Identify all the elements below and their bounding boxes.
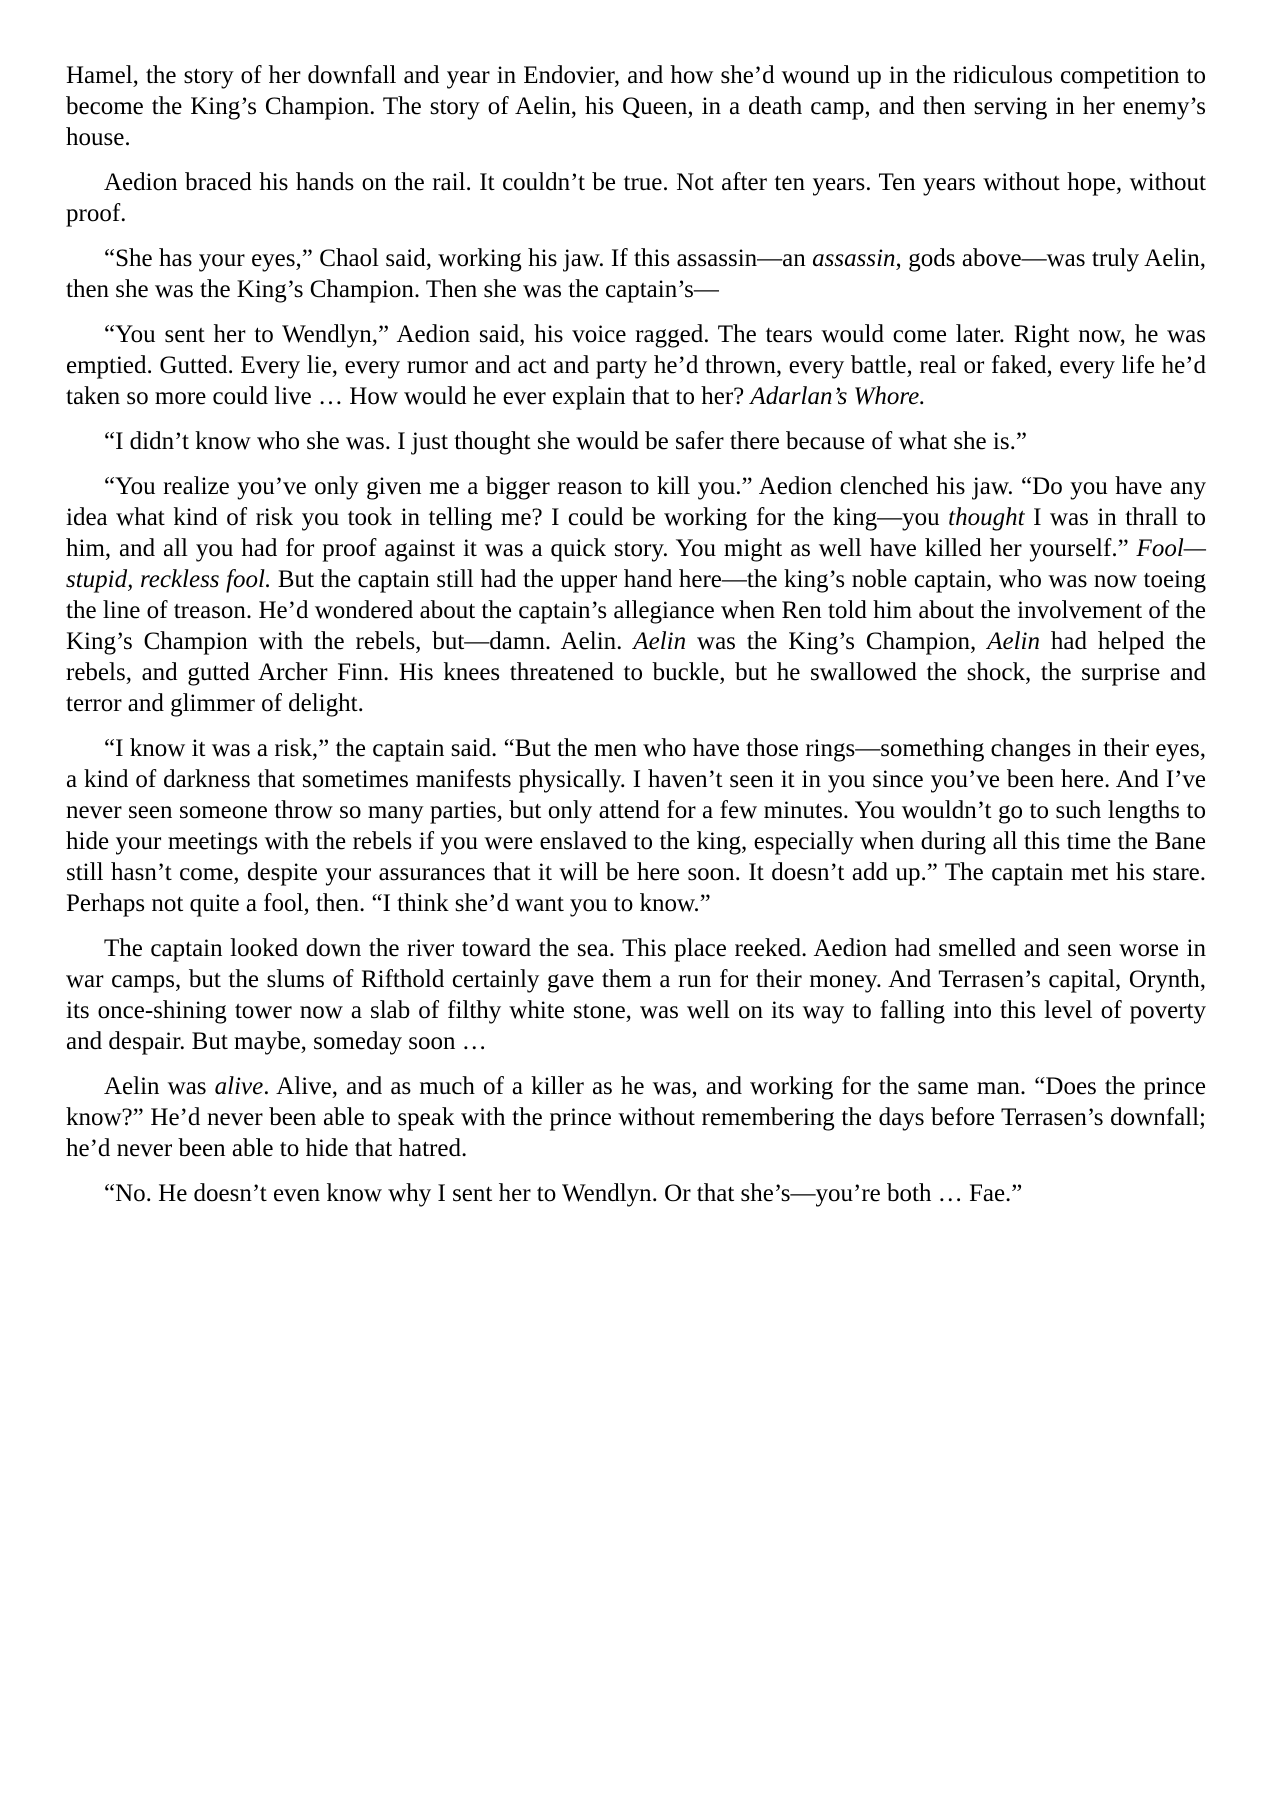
text-run: had helped the rebels, and gutted Archer Finn. His knees threatened to buckle, but he swallowed the shock, the surprise and terror and glimmer of delight. (66, 628, 1206, 717)
italic-text-run: alive (214, 1073, 264, 1100)
text-run: was the King’s Champion, (686, 628, 988, 655)
paragraph (66, 471, 1206, 719)
text-run: . Alive, and as much of a killer as he was, and working for the same man. “Does the prince know?” He’d never been able to speak with the prince without remembering the days before Terrasen’s downfall; he’d never been able to hide that hatred. (66, 1073, 1206, 1162)
italic-text-run: Adarlan’s Whore. (750, 383, 926, 410)
text-run: “I know it was a risk,” the captain said. “But the men who have those rings—something changes in their eyes, a kind of darkness that sometimes manifests physically. I haven’t seen it in you since you’ve been here. And I’ve never seen someone throw so many parties, but only attend for a few minutes. You wouldn’t go to such lengths to hide your meetings with the rebels if you were enslaved to the king, especially when during all this time the Bane still hasn’t come, despite your assurances that it will be here soon. It doesn’t add up.” The captain met his stare. Perhaps not quite a fool, then. “I think she’d want you to know.” (66, 735, 1206, 917)
paragraph (66, 243, 1206, 305)
text-run: Hamel, the story of her downfall and year in Endovier, and how she’d wound up in the ridiculous competition to become the King’s Champion. The story of Aelin, his Queen, in a death camp, and then serving in her enemy’s house. (66, 62, 1206, 151)
paragraph (66, 167, 1206, 229)
italic-text-run: Aelin (633, 628, 687, 655)
text-run: “You realize you’ve only given me a bigger reason to kill you.” Aedion clenched his jaw. “Do you have any idea what kind of risk you took in telling me? I could be working for the king—you (66, 473, 1206, 531)
italic-text-run: Aelin (987, 628, 1040, 655)
paragraph (66, 933, 1206, 1057)
text-run: , gods above—was truly Aelin, then she was the King’s Champion. Then she was the captain’s— (66, 245, 1206, 303)
text-run: Aedion braced his hands on the rail. It couldn’t be true. Not after ten years. Ten years without hope, without proof. (66, 169, 1206, 227)
page-text (66, 60, 1206, 1209)
paragraph (66, 426, 1206, 457)
italic-text-run: thought (948, 504, 1025, 531)
text-run: The captain looked down the river toward the sea. This place reeked. Aedion had smelled and seen worse in war camps, but the slums of Rifthold certainly gave them a run for their money. And Terrasen’s capital, Orynth, its once-shining tower now a slab of filthy white stone, was well on its way to falling into this level of poverty and despair. But maybe, someday soon … (66, 935, 1206, 1055)
text-run: I was in thrall to him, and all you had for proof against it was a quick story. You might as well have killed her yourself.” (66, 504, 1207, 562)
italic-text-run: assassin (812, 245, 896, 272)
italic-text-run: Fool—stupid, reckless fool. (66, 535, 1206, 593)
text-run: “No. He doesn’t even know why I sent her to Wendlyn. Or that she’s—you’re both … Fae.” (104, 1180, 1023, 1207)
paragraph (66, 1178, 1206, 1209)
text-run: “I didn’t know who she was. I just thought she would be safer there because of what she is.” (104, 428, 1027, 455)
text-run: “She has your eyes,” Chaol said, working his jaw. If this assassin—an (104, 245, 813, 272)
text-run: But the captain still had the upper hand here—the king’s noble captain, who was now toeing the line of treason. He’d wondered about the captain’s allegiance when Ren told him about the involvement of the King’s Champion with the rebels, but—damn. Aelin. (66, 566, 1206, 655)
text-run: “You sent her to Wendlyn,” Aedion said, his voice ragged. The tears would come later. Right now, he was emptied. Gutted. Every lie, every rumor and act and party he’d thrown, every battle, real or faked, every life he’d taken so more could live … How would he ever explain that to her? (66, 321, 1206, 410)
text-run: Aelin was (104, 1073, 215, 1100)
paragraph (66, 319, 1206, 412)
paragraph (66, 1071, 1206, 1164)
paragraph (66, 60, 1206, 153)
paragraph (66, 733, 1206, 919)
